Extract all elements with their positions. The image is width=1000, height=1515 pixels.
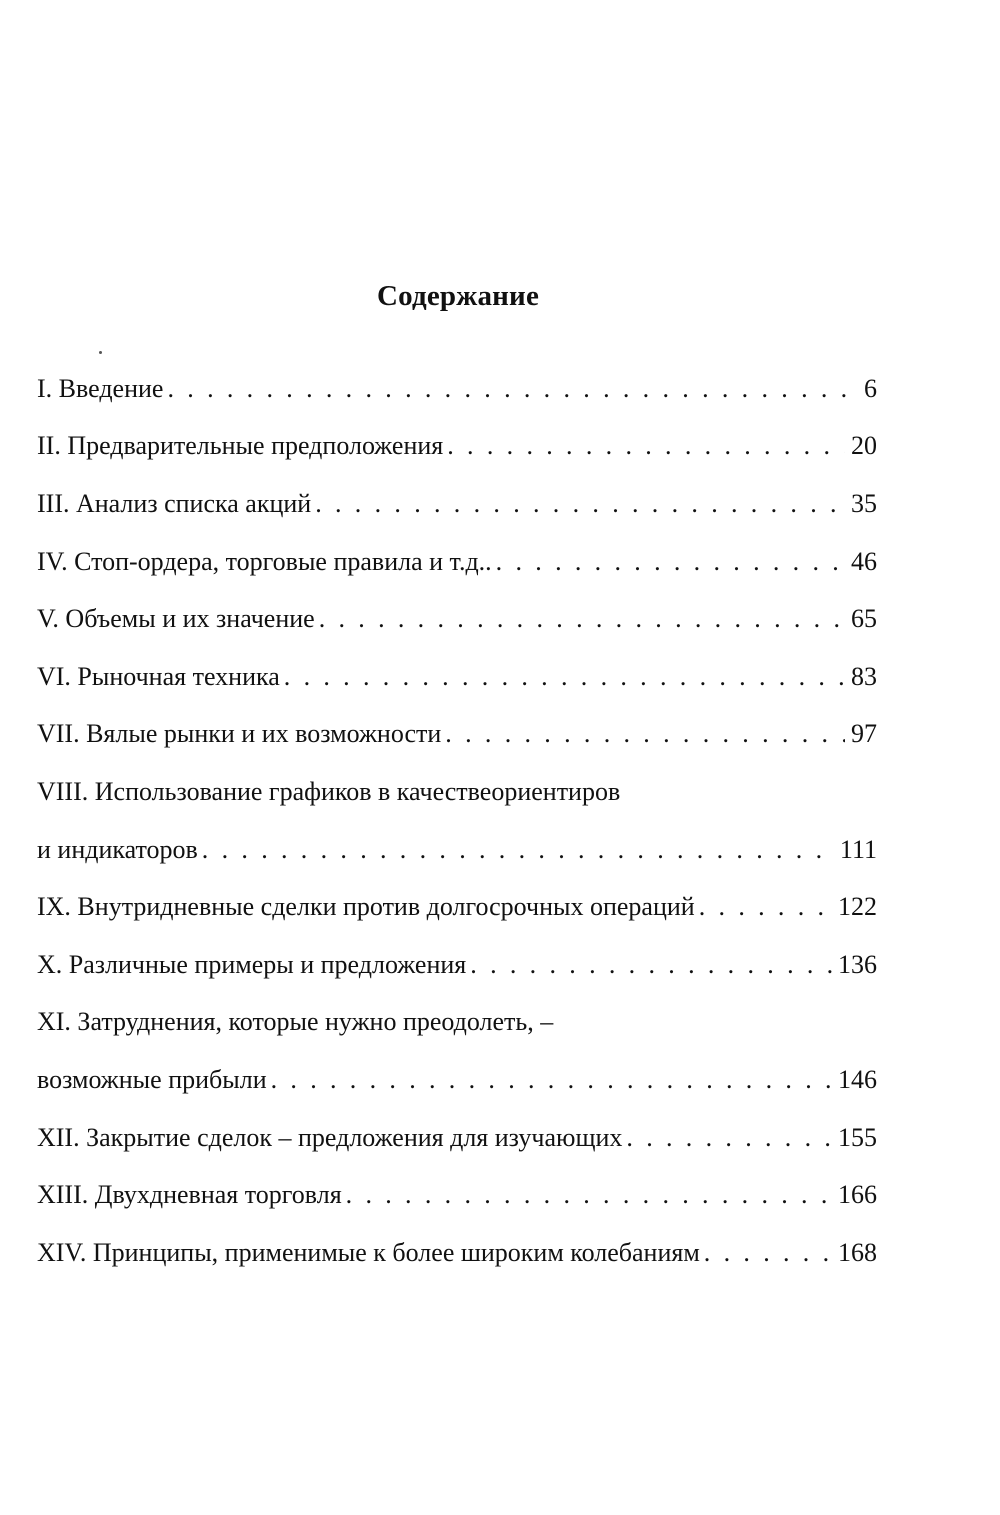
toc-entry-title: IX. Внутридневные сделки против долгосрочных операций — [37, 892, 695, 922]
toc-entry — [37, 360, 877, 418]
print-speck — [99, 351, 102, 354]
toc-entry-page: 35 — [851, 488, 877, 518]
toc-entry — [37, 533, 877, 591]
toc-entry-title: XIV. Принципы, применимые к более широким колебаниям — [37, 1237, 700, 1267]
toc-entry-title: XII. Закрытие сделок – предложения для изучающих — [37, 1122, 623, 1152]
toc-dot-leader — [470, 949, 832, 981]
toc-entry — [37, 1224, 877, 1282]
toc-entry-page: 136 — [838, 949, 877, 979]
toc-list — [37, 360, 877, 1282]
toc-dot-leader — [271, 1064, 832, 1096]
toc-dot-leader — [346, 1179, 832, 1211]
toc-entry — [37, 1166, 877, 1224]
toc-title: Содержание — [376, 280, 540, 312]
toc-entry-title: II. Предварительные предположения — [37, 431, 444, 461]
toc-dot-leader — [626, 1122, 832, 1154]
toc-dot-leader — [496, 546, 845, 578]
toc-entry-page: 122 — [838, 892, 877, 922]
toc-entry — [37, 763, 877, 821]
toc-entry-page: 97 — [851, 719, 877, 749]
toc-entry — [37, 418, 877, 476]
toc-entry-title: IV. Стоп-ордера, торговые правила и т.д.. — [37, 546, 492, 576]
toc-entry-page: 166 — [838, 1180, 877, 1210]
toc-entry-title: и индикаторов — [37, 834, 198, 864]
toc-entry — [37, 648, 877, 706]
toc-dot-leader — [319, 603, 845, 635]
toc-entry — [37, 1109, 877, 1167]
toc-dot-leader — [445, 718, 845, 750]
toc-entry-title: X. Различные примеры и предложения — [37, 949, 467, 979]
toc-entry-title: VIII. Использование графиков в качествеориентиров — [37, 776, 621, 806]
toc-entry — [37, 590, 877, 648]
toc-entry-title: III. Анализ списка акций — [37, 488, 312, 518]
toc-dot-leader — [315, 488, 845, 520]
toc-entry-page: 83 — [851, 661, 877, 691]
toc-entry — [37, 994, 877, 1052]
toc-entry-title: VII. Вялые рынки и их возможности — [37, 719, 442, 749]
toc-entry-title: XI. Затруднения, которые нужно преодолеть, – — [37, 1007, 554, 1037]
toc-dot-leader — [699, 891, 832, 923]
toc-entry — [37, 706, 877, 764]
toc-entry-page: 146 — [838, 1064, 877, 1094]
toc-entry-page: 6 — [864, 373, 877, 403]
toc-entry-page: 65 — [851, 604, 877, 634]
toc-entry-title: V. Объемы и их значение — [37, 604, 315, 634]
toc-entry-page: 155 — [838, 1122, 877, 1152]
toc-dot-leader — [284, 661, 845, 693]
toc-entry-page: 111 — [839, 834, 877, 864]
toc-dot-leader — [704, 1237, 832, 1269]
toc-entry — [37, 878, 877, 936]
toc-entry-title: возможные прибыли — [37, 1064, 267, 1094]
toc-dot-leader — [167, 373, 847, 405]
toc-entry-page: 168 — [838, 1237, 877, 1267]
toc-entry — [37, 475, 877, 533]
toc-entry-title: XIII. Двухдневная торговля — [37, 1180, 342, 1210]
toc-dot-leader — [447, 430, 845, 462]
toc-entry-page: 46 — [851, 546, 877, 576]
toc-entry-page: 20 — [851, 431, 877, 461]
toc-dot-leader — [202, 834, 834, 866]
toc-entry — [37, 1051, 877, 1109]
toc-entry-title: I. Введение — [37, 373, 164, 403]
toc-entry — [37, 821, 877, 879]
toc-entry-title: VI. Рыночная техника — [37, 661, 280, 691]
toc-entry — [37, 936, 877, 994]
